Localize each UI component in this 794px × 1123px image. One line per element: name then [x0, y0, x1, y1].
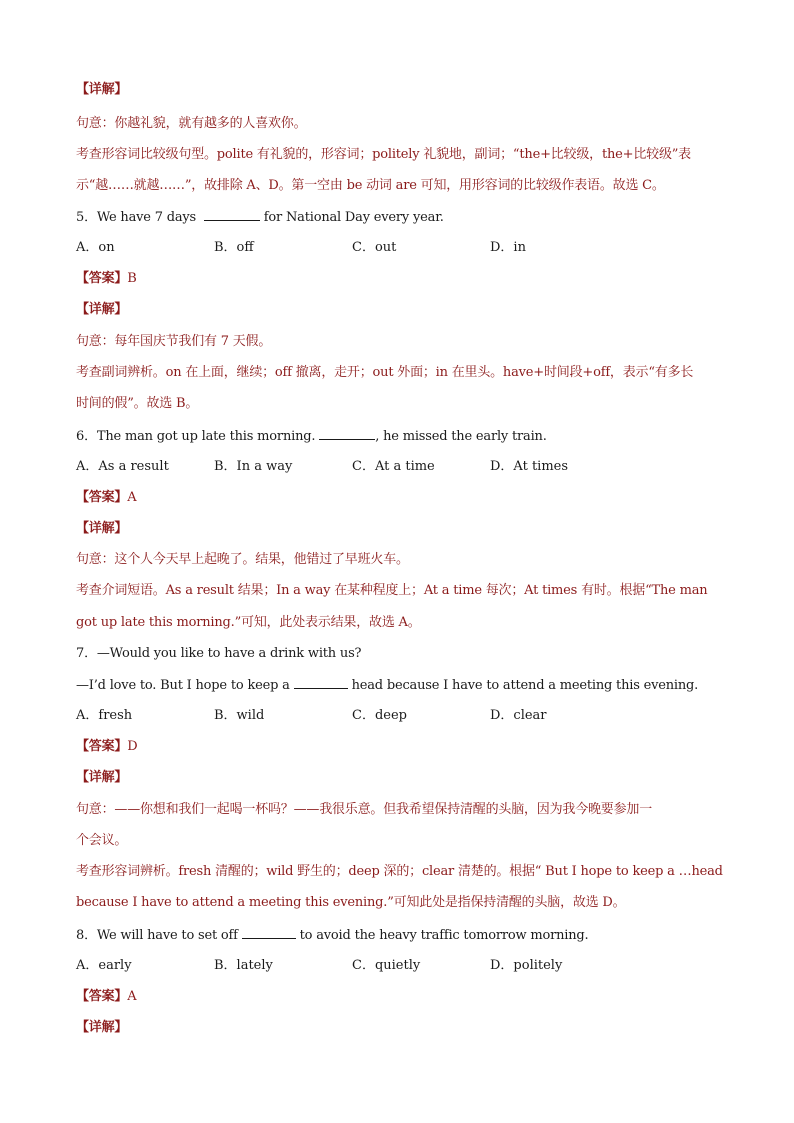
option-b: B．lately	[214, 958, 273, 973]
answer-line: 【答案】A	[76, 989, 137, 1004]
question-7-stem-reply: —I’d love to. But I hope to keep a head because I have to attend a meeting this evening.	[76, 675, 698, 696]
detail-heading: 【详解】	[76, 302, 128, 317]
question-8-options	[76, 956, 716, 976]
answer-blank	[242, 925, 296, 939]
option-b: B．wild	[214, 708, 265, 723]
sentence-meaning: 句意：——你想和我们一起喝一杯吗？——我很乐意。但我希望保持清醒的头脑，因为我今晚要参加一	[76, 802, 653, 817]
option-c: C．At a time	[352, 459, 435, 474]
explanation-line: 时间的假”。故选 B。	[76, 396, 199, 411]
option-d: D．in	[490, 240, 526, 255]
sentence-meaning: 句意：你越礼貌，就有越多的人喜欢你。	[76, 116, 307, 131]
detail-heading: 【详解】	[76, 82, 128, 97]
explanation-line: 考查介词短语。As a result 结果；In a way 在某种程度上；At a time 每次；At times 有时。根据“The man	[76, 583, 708, 598]
option-a: A．fresh	[76, 708, 133, 723]
explanation-line: 示“越……就越……”，故排除 A、D。第一空由 be 动词 are 可知，用形容词的比较级作表语。故选 C。	[76, 178, 665, 193]
explanation-line: 考查形容词辨析。fresh 清醒的；wild 野生的；deep 深的；clear 清楚的。根据“ But I hope to keep a …head	[76, 864, 723, 879]
option-a: A．on	[76, 240, 115, 255]
option-c: C．deep	[352, 708, 407, 723]
question-7-options	[76, 706, 716, 726]
option-d: D．At times	[490, 459, 569, 474]
question-6-stem: 6．The man got up late this morning. , he missed the early train.	[76, 426, 547, 447]
question-5-stem: 5．We have 7 days for National Day every year.	[76, 207, 444, 228]
explanation-line: because I have to attend a meeting this evening.”可知此处是指保持清醒的头脑，故选 D。	[76, 895, 626, 910]
sentence-meaning: 句意：每年国庆节我们有 7 天假。	[76, 334, 272, 349]
option-d: D．clear	[490, 708, 547, 723]
detail-heading: 【详解】	[76, 1020, 128, 1035]
option-d: D．politely	[490, 958, 563, 973]
detail-heading: 【详解】	[76, 521, 128, 536]
detail-heading: 【详解】	[76, 770, 128, 785]
option-b: B．In a way	[214, 459, 293, 474]
question-5-options	[76, 238, 716, 258]
answer-blank	[319, 426, 375, 440]
answer-line: 【答案】A	[76, 490, 137, 505]
answer-blank	[204, 207, 260, 221]
explanation-line: got up late this morning.”可知，此处表示结果，故选 A。	[76, 615, 421, 630]
answer-line: 【答案】D	[76, 739, 138, 754]
sentence-meaning: 个会议。	[76, 833, 128, 848]
explanation-line: 考查副词辨析。on 在上面，继续；off 撤离，走开；out 外面；in 在里头。have+时间段+off，表示“有多长	[76, 365, 694, 380]
explanation-line: 考查形容词比较级句型。polite 有礼貌的，形容词；politely 礼貌地，副词；“the+比较级，the+比较级”表	[76, 147, 691, 162]
sentence-meaning: 句意：这个人今天早上起晚了。结果，他错过了早班火车。	[76, 552, 409, 567]
option-c: C．quietly	[352, 958, 421, 973]
answer-blank	[294, 675, 348, 689]
option-a: A．As a result	[76, 459, 169, 474]
answer-line: 【答案】B	[76, 271, 137, 286]
question-6-options	[76, 457, 716, 477]
option-a: A．early	[76, 958, 132, 973]
option-c: C．out	[352, 240, 397, 255]
question-8-stem: 8．We will have to set off to avoid the heavy traffic tomorrow morning.	[76, 925, 588, 946]
option-b: B．off	[214, 240, 254, 255]
question-7-stem: 7．—Would you like to have a drink with us?	[76, 646, 362, 661]
